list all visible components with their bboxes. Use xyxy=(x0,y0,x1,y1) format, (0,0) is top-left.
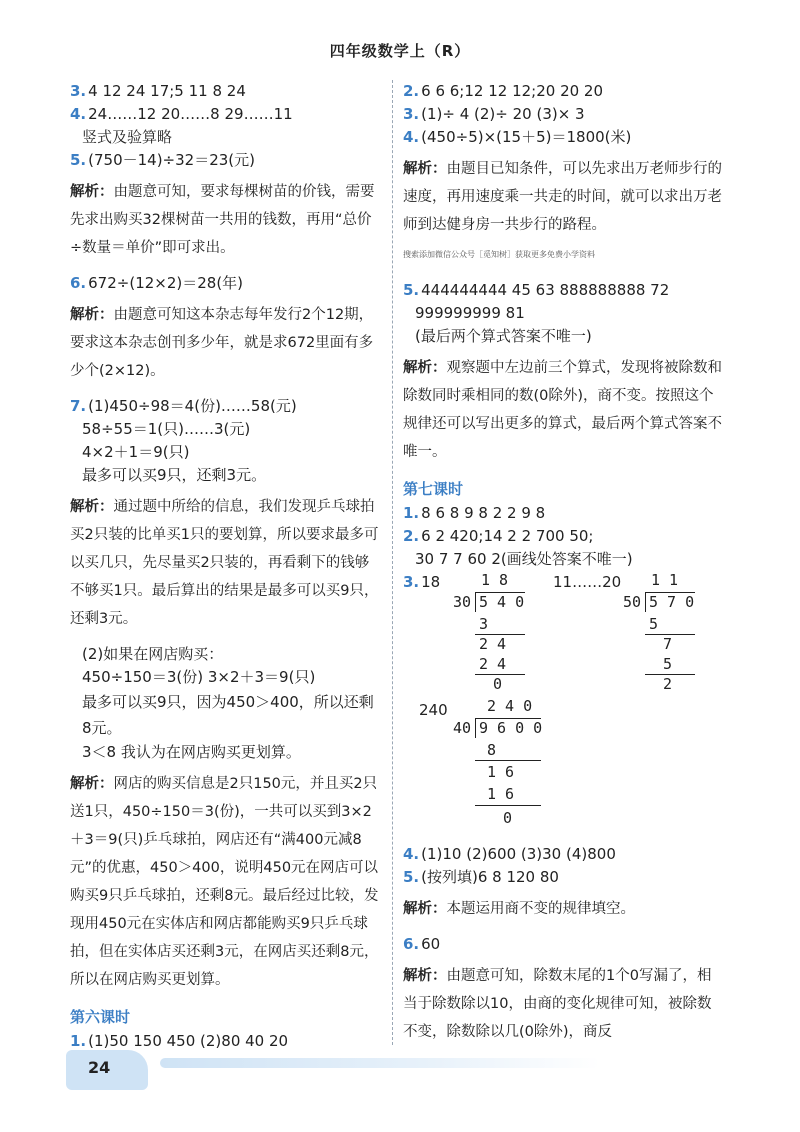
analysis-label: 解析： xyxy=(403,360,447,376)
divisor: 50 xyxy=(623,593,642,611)
analysis-note xyxy=(70,770,380,994)
long-division xyxy=(453,697,563,833)
answer-text: 4 12 24 17;5 11 8 24 xyxy=(88,82,246,100)
step: 7 xyxy=(663,635,673,653)
analysis-label: 解析： xyxy=(403,161,447,177)
step: 3 xyxy=(479,615,489,633)
item-number: 3. xyxy=(403,105,420,123)
answer-text: 8 6 8 9 8 2 2 9 8 xyxy=(421,504,546,522)
step-bar xyxy=(475,760,541,761)
long-division xyxy=(623,571,723,691)
promo-note: 搜索添加微信公众号［觅知树］获取更多免费小学资料 xyxy=(403,250,595,259)
item-number: 5. xyxy=(403,868,420,886)
long-division-area xyxy=(403,571,723,691)
answer-text: 24……12 20……8 29……11 xyxy=(88,105,293,123)
answer-text: (1)50 150 450 (2)80 40 20 xyxy=(88,1032,289,1050)
answer-text: (1)÷ 4 (2)÷ 20 (3)× 3 xyxy=(421,105,585,123)
item-number: 1. xyxy=(403,504,420,522)
answer-line: 450÷150＝3(份) 3×2＋3＝9(只) xyxy=(82,668,316,686)
answer-line xyxy=(403,80,723,103)
answer-line xyxy=(403,571,440,594)
item-number: 2. xyxy=(403,527,420,545)
analysis-text: 观察题中左边前三个算式，发现将被除数和除数同时乘相同的数(0除外)，商不变。按照这个规律还可以写出更多的算式，最后两个算式答案不唯一。 xyxy=(403,360,722,460)
column-divider xyxy=(392,80,393,1045)
answer-line xyxy=(70,149,380,172)
analysis-text: 本题运用商不变的规律填空。 xyxy=(446,901,635,917)
answer-text: 672÷(12×2)＝28(年) xyxy=(88,274,244,292)
footer-decoration xyxy=(160,1058,600,1068)
answer-line: 竖式及验算略 xyxy=(82,128,173,146)
analysis-text: 通过题中所给的信息，我们发现乒乓球拍买2只装的比单买1只的要划算，所以要求最多可以买几只，先尽量买2只装的，再看剩下的钱够不够买1只。最后算出的结果是最多可以买9只，还剩3元。 xyxy=(70,499,379,627)
answer-line xyxy=(70,103,380,126)
step: 8 xyxy=(487,741,497,759)
answer-line: 999999999 81 xyxy=(415,304,525,322)
step: 2 xyxy=(663,675,673,693)
dividend: 9 6 0 0 xyxy=(479,719,543,737)
quotient: 1 1 xyxy=(651,571,679,589)
answer-line: 11……20 xyxy=(553,573,622,591)
analysis-note xyxy=(403,895,723,923)
analysis-text: 由题意可知，要求每棵树苗的价钱，需要先求出购买32棵树苗一共用的钱数，再用“总价÷数量＝单价”即可求出。 xyxy=(70,184,375,256)
answer-line: 4×2＋1＝9(只) xyxy=(82,443,190,461)
step: 2 4 xyxy=(479,655,507,673)
quotient: 1 8 xyxy=(481,571,509,589)
step: 5 xyxy=(649,615,659,633)
step: 2 4 xyxy=(479,635,507,653)
answer-text: (1)10 (2)600 (3)30 (4)800 xyxy=(421,845,616,863)
analysis-label: 解析： xyxy=(403,968,447,984)
page-title: 四年级数学上（R） xyxy=(329,42,471,60)
spacer xyxy=(403,833,723,843)
analysis-text: 由题意可知这本杂志每年发行2个12期，要求这本杂志创刊多少年，就是求672里面有多少个(2×12)。 xyxy=(70,307,374,379)
answer-line: (最后两个算式答案不唯一) xyxy=(415,327,592,345)
analysis-text: 网店的购买信息是2只150元，并且买2只送1只，450÷150＝3(份)，一共可以买到3×2＋3＝9(只)乒乓球拍，网店还有“满400元减8元”的优惠，450＞400，说明450元在网店可以购买9只乒乓球拍，还剩8元。最后经过比较，发现用450元在实体店和网店都能购买9只乒乓球拍，但在实体店买还剩3元，在网店买还剩8元，所以在网店购买更划算。 xyxy=(70,776,379,988)
analysis-label: 解析： xyxy=(403,901,447,917)
lesson-heading: 第七课时 xyxy=(403,480,464,498)
answer-line xyxy=(70,272,380,295)
analysis-note xyxy=(70,301,380,385)
analysis-note xyxy=(70,493,380,633)
answer-line: 3＜8 我认为在网店购买更划算。 xyxy=(82,743,301,761)
answer-line: 58÷55＝1(只)……3(元) xyxy=(82,420,251,438)
item-number: 7. xyxy=(70,397,87,415)
step: 0 xyxy=(503,809,513,827)
right-column xyxy=(403,80,723,1056)
answer-text: 444444444 45 63 888888888 72 xyxy=(421,281,670,299)
item-number: 3. xyxy=(70,82,87,100)
answer-line xyxy=(403,843,723,866)
item-number: 3. xyxy=(403,573,420,591)
analysis-note xyxy=(403,354,723,466)
answer-text: 18 xyxy=(421,573,441,591)
answer-line: 30 7 7 60 2(画线处答案不唯一) xyxy=(415,550,633,568)
dividend: 5 7 0 xyxy=(649,593,695,611)
analysis-label: 解析： xyxy=(70,776,114,792)
analysis-note xyxy=(403,155,723,269)
answer-line xyxy=(403,866,723,889)
answer-line: 最多可以买9只，还剩3元。 xyxy=(82,466,267,484)
answer-line xyxy=(403,279,723,302)
analysis-note xyxy=(403,962,723,1046)
item-number: 5. xyxy=(403,281,420,299)
answer-line xyxy=(403,103,723,126)
answer-text: 60 xyxy=(421,935,441,953)
analysis-label: 解析： xyxy=(70,499,114,515)
answer-line xyxy=(70,395,380,418)
dividend: 5 4 0 xyxy=(479,593,525,611)
item-number: 5. xyxy=(70,151,87,169)
lesson-heading: 第六课时 xyxy=(70,1008,131,1026)
answer-line xyxy=(403,933,723,956)
step: 1 6 xyxy=(487,763,515,781)
analysis-label: 解析： xyxy=(70,307,114,323)
answer-line xyxy=(70,80,380,103)
answer-text: 6 2 420;14 2 2 700 50; xyxy=(421,527,594,545)
divisor: 40 xyxy=(453,719,472,737)
step-bar xyxy=(475,805,541,806)
item-number: 4. xyxy=(403,845,420,863)
left-column xyxy=(70,80,380,1053)
long-division-area xyxy=(403,697,723,833)
answer-text: (450÷5)×(15＋5)＝1800(米) xyxy=(421,128,632,146)
item-number: 6. xyxy=(403,935,420,953)
answer-line: 240 xyxy=(419,701,448,719)
answer-line: (2)如果在网店购买： xyxy=(82,645,224,663)
division-bracket xyxy=(475,718,476,738)
answer-line xyxy=(403,126,723,149)
answer-line xyxy=(403,502,723,525)
answer-text: (750－14)÷32＝23(元) xyxy=(88,151,256,169)
item-number: 2. xyxy=(403,82,420,100)
analysis-note xyxy=(70,178,380,262)
analysis-text: 由题目已知条件，可以先求出万老师步行的速度，再用速度乘一共走的时间，就可以求出万老师到达健身房一共步行的路程。 xyxy=(403,161,722,233)
step: 5 xyxy=(663,655,673,673)
division-bracket xyxy=(475,592,476,612)
answer-text: 6 6 6;12 12 12;20 20 20 xyxy=(421,82,604,100)
item-number: 6. xyxy=(70,274,87,292)
page-number: 24 xyxy=(88,1058,111,1077)
division-bracket xyxy=(645,592,646,612)
step: 1 6 xyxy=(487,785,515,803)
answer-text: (1)450÷98＝4(份)……58(元) xyxy=(88,397,297,415)
analysis-label: 解析： xyxy=(70,184,114,200)
analysis-text: 由题意可知，除数末尾的1个0写漏了，相当于除数除以10，由商的变化规律可知，被除数不变，除数除以几(0除外)，商反 xyxy=(403,968,712,1040)
step: 0 xyxy=(493,675,503,693)
answer-line: 最多可以买9只，因为450＞400，所以还剩8元。 xyxy=(82,693,374,737)
divisor: 30 xyxy=(453,593,472,611)
quotient: 2 4 0 xyxy=(487,697,533,715)
item-number: 4. xyxy=(403,128,420,146)
answer-text: (按列填)6 8 120 80 xyxy=(421,868,559,886)
item-number: 4. xyxy=(70,105,87,123)
long-division xyxy=(453,571,553,691)
answer-line xyxy=(403,525,723,548)
item-number: 1. xyxy=(70,1032,87,1050)
